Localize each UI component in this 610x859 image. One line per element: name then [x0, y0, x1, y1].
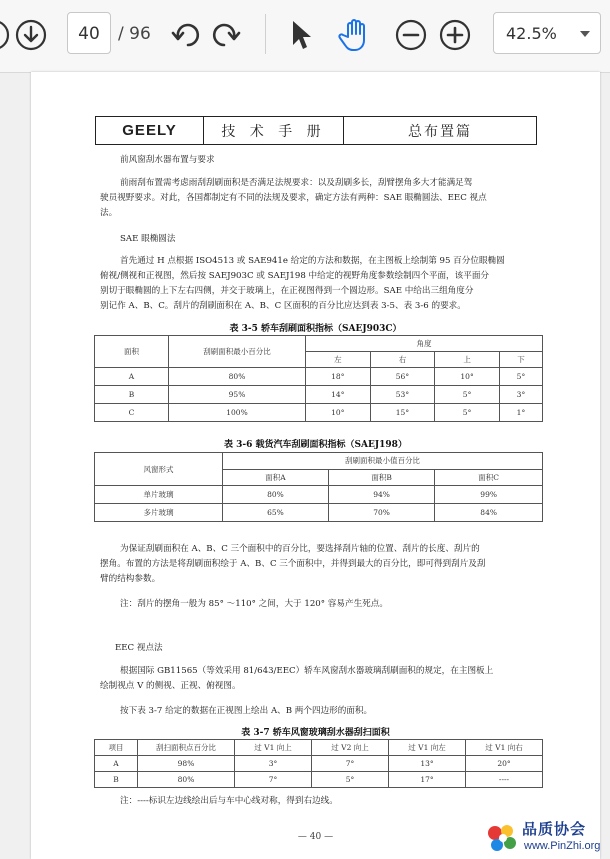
table-cell: 70%	[328, 504, 434, 522]
table-3-6-caption: 表 3-6 载货汽车刮刷面积指标（SAEJ198）	[224, 440, 407, 450]
table-cell: 80%	[223, 486, 329, 504]
note-swing-angle: 注：刮片的摆角一般为 85° ～110° 之间，大于 120° 容易产生死点。	[120, 599, 388, 609]
table-header: 右	[370, 352, 435, 368]
heading-sae: SAE 眼椭圆法	[120, 234, 176, 244]
table-row	[95, 772, 543, 788]
pinzhi-logo-icon	[484, 822, 520, 854]
table-3-7	[94, 739, 543, 788]
table-cell: 94%	[328, 486, 434, 504]
table-header: 面积A	[223, 469, 329, 486]
table-cell: 5°	[499, 368, 542, 386]
table-header: 角度	[306, 336, 543, 352]
table-cell: 98%	[138, 756, 235, 772]
heading-eec: EEC 视点法	[115, 643, 163, 653]
table-header: 过 V1 向左	[389, 740, 466, 756]
page-number-input[interactable]: 40	[67, 12, 111, 54]
pdf-page	[31, 72, 600, 859]
table-header: 面积B	[328, 469, 434, 486]
table-cell: 95%	[169, 386, 306, 404]
paragraph-line: 前雨刮布置需考虑雨刮刮刷面积是否满足法规要求：以及刮刷多长，刮臂摆角多大才能满足驾	[120, 178, 473, 188]
paragraph-line: 绘制视点 V 的侧视、正视、俯视图。	[100, 681, 241, 691]
chevron-down-icon	[580, 31, 590, 37]
table-header: 刮刷面积最小百分比	[169, 336, 306, 368]
table-header: 下	[499, 352, 542, 368]
table-row	[95, 756, 543, 772]
table-header: 过 V1 向右	[466, 740, 543, 756]
paragraph-line: 臂的结构参数。	[100, 574, 161, 584]
table-cell: A	[95, 368, 169, 386]
paragraph-line: 别记作 A、B、C。刮片的刮刷面积在 A、B、C 区面积的百分比应达到表 3-5、表 3-6 的要求。	[100, 301, 466, 311]
watermark-name: 品质协会	[522, 820, 587, 838]
table-row	[95, 368, 543, 386]
paragraph-line: 根据国际 GB11565（等效采用 81/643/EEC）轿车风窗刮水器玻璃刮刷面积的规定，在主图板上	[120, 666, 494, 676]
header-manual: 技 术 手 册	[204, 117, 344, 144]
table-cell: 10°	[435, 368, 500, 386]
table-cell: 17°	[389, 772, 466, 788]
table-cell: 3°	[235, 756, 312, 772]
table-cell: 7°	[312, 756, 389, 772]
table-cell: 14°	[306, 386, 371, 404]
paragraph-line: 按下表 3-7 给定的数据在正视图上绘出 A、B 两个四边形的面积。	[120, 706, 373, 716]
table-header: 左	[306, 352, 371, 368]
heading-wiper-layout: 前风窗刮水器布置与要求	[120, 155, 215, 165]
table-cell: C	[95, 404, 169, 422]
table-cell: 多片玻璃	[95, 504, 223, 522]
paragraph-line: 为保证刮刷面积在 A、B、C 三个面积中的百分比，要选择刮片轴的位置、刮片的长度、刮片的	[120, 544, 480, 554]
table-cell: 65%	[223, 504, 329, 522]
paragraph-line: 摆角。布置的方法是将刮刷面积绘于 A、B、C 三个面积中，并得到最大的百分比，即可得到刮片及刮	[100, 559, 486, 569]
zoom-value: 42.5%	[506, 24, 557, 43]
note-right-edge: 注：----标识左边线绘出后与车中心线对称，得到右边线。	[120, 796, 338, 806]
zoom-in-icon[interactable]	[438, 18, 472, 52]
select-pointer-icon[interactable]	[286, 17, 316, 53]
watermark	[482, 818, 608, 858]
table-cell: 5°	[312, 772, 389, 788]
zoom-select[interactable]	[493, 12, 601, 54]
table-3-7-caption: 表 3-7 轿车风窗玻璃刮水器刮扫面积	[241, 728, 390, 738]
table-3-5	[94, 335, 543, 422]
document-header	[95, 116, 537, 145]
table-row	[95, 486, 543, 504]
table-cell: B	[95, 386, 169, 404]
table-cell: 3°	[499, 386, 542, 404]
header-brand: GEELY	[96, 117, 204, 144]
table-3-6	[94, 452, 543, 522]
pdf-toolbar	[0, 0, 610, 73]
table-cell: 20°	[466, 756, 543, 772]
table-row	[95, 404, 543, 422]
table-cell: B	[95, 772, 138, 788]
table-cell: 单片玻璃	[95, 486, 223, 504]
table-cell: 80%	[169, 368, 306, 386]
table-cell: 56°	[370, 368, 435, 386]
page-number-footer: — 40 —	[297, 832, 334, 842]
table-header: 过 V2 向上	[312, 740, 389, 756]
table-cell: 13°	[389, 756, 466, 772]
table-cell: 15°	[370, 404, 435, 422]
table-header: 刮扫面积点百分比	[138, 740, 235, 756]
table-header: 过 V1 向上	[235, 740, 312, 756]
table-cell: 99%	[435, 486, 543, 504]
paragraph-line: 首先通过 H 点根据 ISO4513 或 SAE941e 给定的方法和数据，在主图板上绘制第 95 百分位眼椭圆	[120, 256, 505, 266]
table-cell: 100%	[169, 404, 306, 422]
table-cell: 7°	[235, 772, 312, 788]
table-cell: A	[95, 756, 138, 772]
table-row	[95, 504, 543, 522]
table-3-5-caption: 表 3-5 轿车刮刷面积指标（SAEJ903C）	[229, 324, 402, 334]
scroll-edge-icon[interactable]	[0, 18, 10, 52]
rotate-cw-icon[interactable]	[208, 18, 242, 52]
paragraph-line: 法。	[100, 208, 118, 218]
table-cell: 1°	[499, 404, 542, 422]
table-cell: 84%	[435, 504, 543, 522]
table-cell: ----	[466, 772, 543, 788]
toolbar-divider	[265, 14, 266, 54]
header-section: 总布置篇	[408, 123, 472, 140]
table-header: 风窗形式	[95, 453, 223, 486]
watermark-url: www.PinZhi.org	[524, 840, 601, 852]
paragraph-line: 别切于眼椭圆的上下左右四侧，并交于玻璃上，在正视图得到一个圆边形。SAE 中给出三组角度分	[100, 286, 474, 296]
table-header: 面积C	[435, 469, 543, 486]
rotate-ccw-icon[interactable]	[170, 18, 204, 52]
download-icon[interactable]	[14, 18, 48, 52]
paragraph-line: 俯视/侧视和正视图，然后按 SAEJ903C 或 SAEJ198 中给定的视野角度参数绘制四个平面，该平面分	[100, 271, 490, 281]
table-header: 刮刷面积最小值百分比	[223, 453, 543, 470]
table-cell: 53°	[370, 386, 435, 404]
zoom-out-icon[interactable]	[394, 18, 428, 52]
hand-tool-icon[interactable]	[336, 15, 376, 55]
table-row	[95, 386, 543, 404]
table-cell: 18°	[306, 368, 371, 386]
table-header: 面积	[95, 336, 169, 368]
table-cell: 5°	[435, 386, 500, 404]
table-cell: 10°	[306, 404, 371, 422]
table-cell: 5°	[435, 404, 500, 422]
page-total-label: / 96	[118, 24, 151, 44]
paragraph-line: 驶员视野要求。对此，各国都制定有不同的法规及要求，确定方法有两种：SAE 眼椭圆法、EEC 视点	[100, 193, 487, 203]
table-header: 项目	[95, 740, 138, 756]
table-header: 上	[435, 352, 500, 368]
table-cell: 80%	[138, 772, 235, 788]
